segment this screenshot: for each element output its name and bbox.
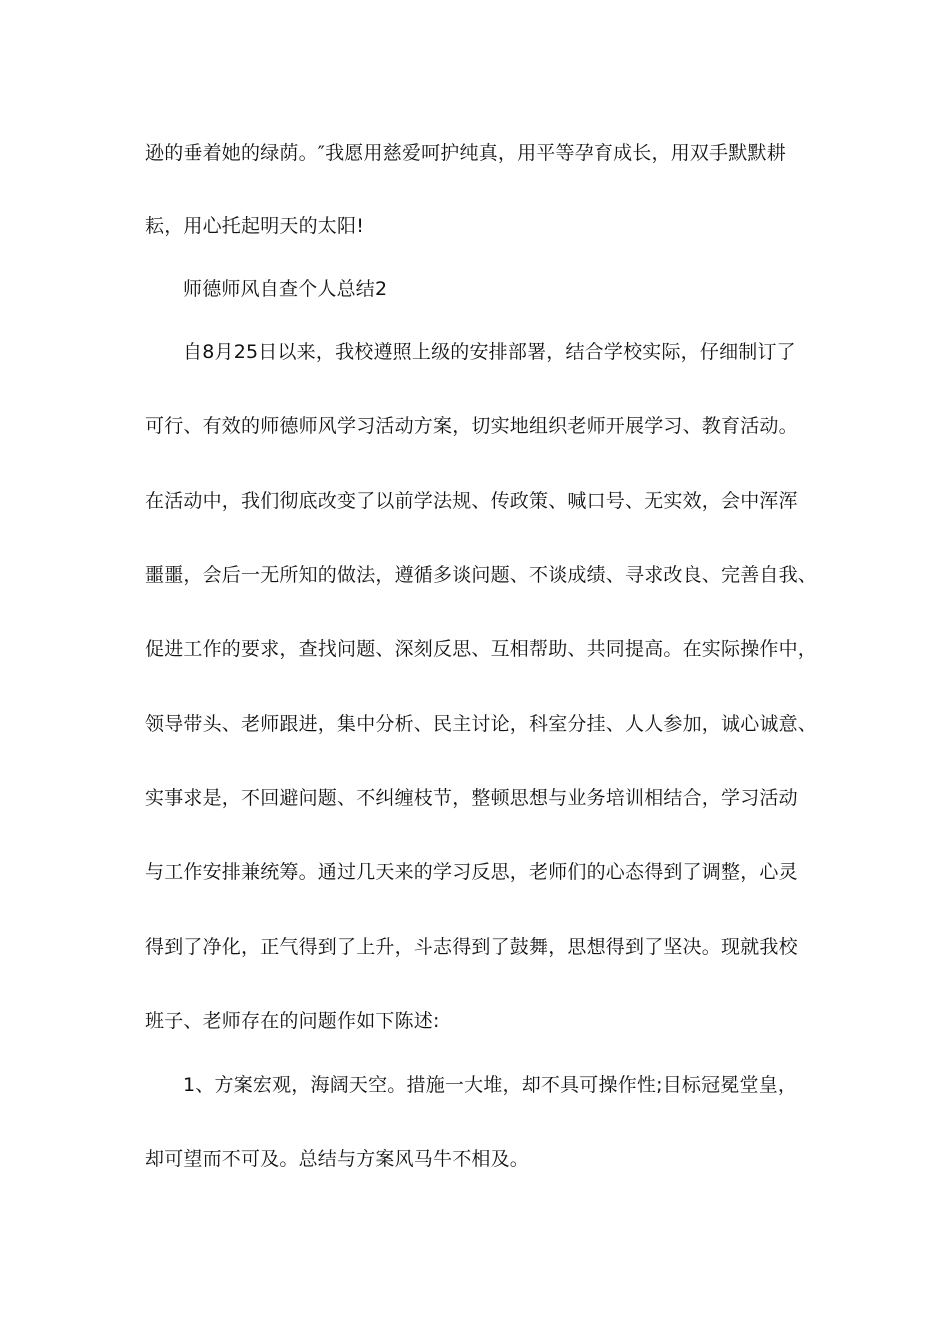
paragraph-line: 班子、老师存在的问题作如下陈述: <box>145 1010 440 1032</box>
paragraph-line: 实事求是，不回避问题、不纠缠枝节，整顿思想与业务培训相结合，学习活动 <box>145 787 798 809</box>
paragraph-line: 在活动中，我们彻底改变了以前学法规、传政策、喊口号、无实效，会中浑浑 <box>145 490 798 512</box>
paragraph-line: 促进工作的要求，查找问题、深刻反思、互相帮助、共同提高。在实际操作中， <box>145 638 818 660</box>
paragraph-line: 耘，用心托起明天的太阳! <box>145 215 365 237</box>
paragraph-line: 与工作安排兼统筹。通过几天来的学习反思，老师们的心态得到了调整，心灵 <box>145 861 798 883</box>
paragraph-line: 得到了净化，正气得到了上升，斗志得到了鼓舞，思想得到了坚决。现就我校 <box>145 936 798 958</box>
paragraph-line: 却可望而不可及。总结与方案风马牛不相及。 <box>145 1148 530 1170</box>
paragraph-line: 噩噩，会后一无所知的做法，遵循多谈问题、不谈成绩、寻求改良、完善自我、 <box>145 564 818 586</box>
paragraph-line: 可行、有效的师德师风学习活动方案，切实地组织老师开展学习、教育活动。 <box>145 415 798 437</box>
paragraph-line: 领导带头、老师跟进，集中分析、民主讨论，科室分挂、人人参加，诚心诚意、 <box>145 713 818 735</box>
section-heading: 师德师风自查个人总结2 <box>183 278 388 300</box>
paragraph-line: 自8月25日以来，我校遵照上级的安排部署，结合学校实际，仔细制订了 <box>183 341 796 363</box>
paragraph-line: 逊的垂着她的绿荫。″我愿用慈爱呵护纯真，用平等孕育成长，用双手默默耕 <box>145 142 786 164</box>
list-item: 1、方案宏观，海阔天空。措施一大堆，却不具可操作性;目标冠冕堂皇， <box>183 1074 798 1096</box>
